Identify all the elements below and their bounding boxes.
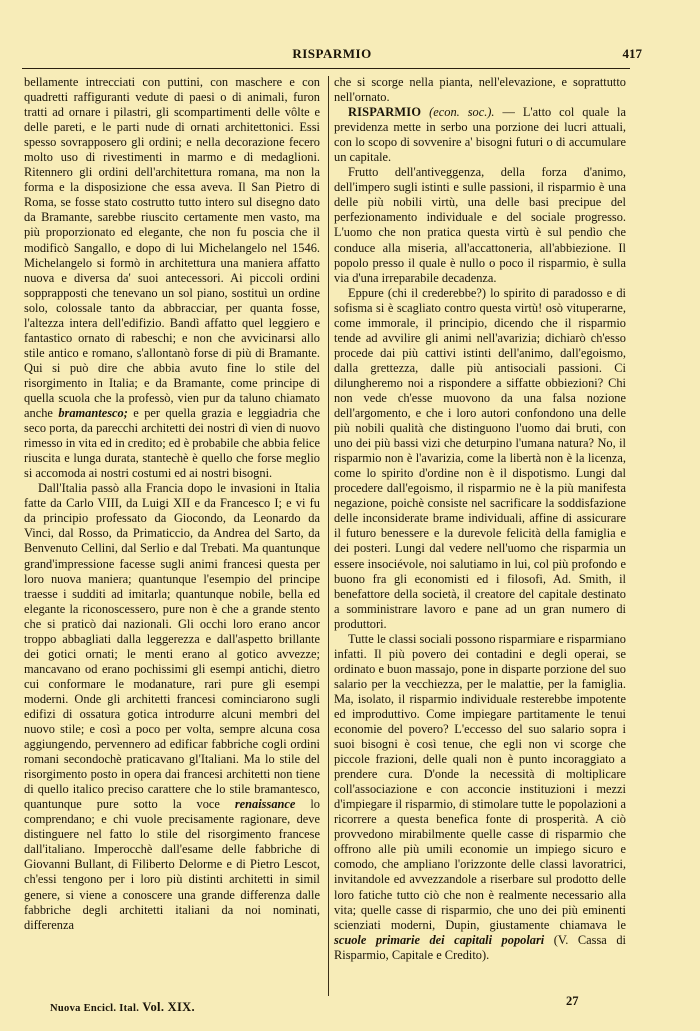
footer-volume: Vol. XIX.	[142, 1000, 195, 1014]
emphasis-renaissance: renaissance	[234, 797, 296, 812]
header-rule	[22, 68, 630, 69]
running-title: RISPARMIO	[292, 46, 372, 61]
entry-headword: RISPARMIO	[348, 105, 422, 120]
left-paragraph-1: bellamente intrecciati con puttini, con maschere e con quadretti raffiguranti vedute di paesi o di animali, furon tratti ad ornare i pilastri, gli scompartimenti delle vôlte e delle pareti, e le parti nude di ornati architettonici. Essi spesso sovrapposero gli ordini; e nella decorazione fecero molto uso di rivestimenti in marmo e di medaglioni. Ritennero gli ordini dell'architettura romana, ma non la forma e la disposizione che essa aveva. Il San Pietro di Roma, se fosse stato costrutto tutto intero sul disegno dato da Bramante, sarebbe riuscito certamente men vasto, ma più proporzionato ed elegante, che non fu poscia che il modificò Sangallo, e dopo di lui Michelangelo nel 1546. Michelangelo si formò in architettura una maniera affatto nuova e diversa da' suoi antecessori. Ai piccoli ordini sopprapposti che tenevano un sol piano, sostituì un ordine solo, colossale tanto da abbracciar, per quanta fosse, l'altezza intera dell'edifizio. Bandì affatto quel leggiero e fantastico ornato di rabeschi; e non che avvicinarsi allo stile antico e romano, s'allontanò forse di più di Bramante. Qui si può dire che abbia avuto fine lo stile del risorgimento in Italia; e da Bramante, come principe di quella scuola che la professò, vien pur da taluno chiamato anche bramantesco; e per quella grazia e leggiadria che seco porta, da parecchi architetti dei nostri dì vien di nuovo rimesso in vita ed in credito; ed è probabile che abbia felice riuscita e lunga durata, stantechè è quello che forse meglio si accomoda ai nostri costumi ed ai nostri bisogni.	[24, 75, 320, 481]
left-column	[24, 75, 320, 1015]
running-header	[22, 46, 642, 66]
right-paragraph-3: Eppure (chi il crederebbe?) lo spirito di paradosso e di sofisma si è scagliato contro questa virtù! osò vituperarne, come immorale, il principio, dicendo che il risparmio tende ad avvilire gli animi nell'avarizia; dichiarò ch'esso procede dai più cattivi istinti dell'animo, dall'egoismo, dalla grettezza, dalle più antisociali passioni. Ci dilungheremo noi a rispondere a siffatte obbiezioni? Chi non vede ch'esse muovono da una falsa nozione dell'argomento, e che i loro autori confondono una delle più nobili qualità che distinguono l'uomo dai bruti, con uno dei più bassi vizi che deturpino l'umana natura? No, il risparmio non è l'avarizia, come la libertà non è la licenza, come lo spirito d'ordine non è il dispotismo. Lungi dal procedere dall'egoismo, il risparmio ne è la più manifesta negazione, poichè consiste nel sacrificare la soddisfazione delle inconsiderate brame individuali, affine di assicurare il futuro benessere e la durevole felicità della famiglia e dei posteri. Lungi dal vedere nell'uomo che risparmia un essere insociévole, noi salutiamo in lui, col più profondo e buono fra gli economisti ed i filosofi, Ad. Smith, il benefattore della società, il creatore del capitale destinato a somministrare lavoro e pane ad un gran numero di produttori.	[334, 285, 626, 631]
entry-definition: RISPARMIO (econ. soc.). — L'atto col quale la previdenza mette in serbo una porzione dei lucri attuali, con lo scopo di sovvenire a' bisogni futuri o di accumulare un capitale.	[334, 105, 626, 165]
right-column	[334, 75, 626, 1015]
right-paragraph-0: che si scorge nella pianta, nell'elevazione, e soprattutto nell'ornato.	[334, 75, 626, 105]
footer-work-title: Nuova Encicl. Ital.	[50, 1003, 140, 1014]
footer-imprint	[50, 1000, 195, 1015]
entry-abbreviation: (econ. soc.).	[429, 105, 495, 120]
left-paragraph-2: Dall'Italia passò alla Francia dopo le invasioni in Italia fatte da Carlo VIII, da Luigi XII e da Francesco I; e vi fu da principio professato da Giocondo, da Leonardo da Vinci, dal Rosso, da Primaticcio, da Andrea del Sarto, da Benvenuto Cellini, dal Serlio e dal Trebati. Ma quantunque grand'impressione facesse sugli animi francesi questa per loro nuova maniera; quantunque l'esempio del principe traesse i sudditi ad imitarla; quantunque nobile, bella ed elegante la riconoscessero, pure non è che a grande stento che si praticò dai nazionali. Gli occhi loro erano ancor troppo abbagliati dalla leggerezza e dall'aspetto brillante dei gotici ornati; le menti erano al gotico avvezze; mancavano od erano pochissimi gli esempi antichi, dietro cui conformare le modanature, rari pure gli esempi moderni. Onde gli architetti francesi cominciarono sugli edifizi di ossatura gotica introdurre alcuni membri del nuovo stile; e così a poco per volta, sempre alcuna cosa aggiungendo, pervennero ad edificar fabbriche cogli ordini romani secondochè praticavano gl'Italiani. Ma lo stile del risorgimento posto in opera dai francesi architetti non tiene di quello italico preciso carattere che lo stile bramantesco, quantunque pure sotto la voce renaissance lo comprendano; e chi vuole precisamente ragionare, deve distinguere nel fatto lo stile del risorgimento francese dall'italiano. Imperocchè dall'esame delle fabbriche di Giovanni Bullant, di Filiberto Delorme e di Pietro Lescot, ch'essi tengono per i loro più distinti architetti in simil genere, si viene a conoscere una grande differenza dalle fabbriche degli architetti italiani da noi nominati, differenza	[24, 481, 320, 932]
signature-mark: 27	[566, 994, 579, 1008]
right-paragraph-4: Tutte le classi sociali possono risparmiare e risparmiano infatti. Il più povero dei contadini e degli operai, se ordinato e buon massajo, pone in disparte porzione del suo salario per la vecchiezza, per le malattie, per la famiglia. Ma, isolato, il risparmio individuale resterebbe impotente ed improduttivo. Come impiegare partitamente le tenui economie del povero? L'eccesso del suo salario sopra i suoi bisogni è così tenue, che egli non vi scorge che piccole frazioni, delle quali non è punto incoraggiato a prendere cura. D'onde la necessità di moltiplicare coll'associazione e con acconcie instituzioni i mezzi d'impiegare il risparmio, di stimolare tutte le popolazioni a ricorrere a questa benefica fonte di prosperità. A ciò provvedono mirabilmente quelle casse di risparmio che offrono alle più umili economie un impiego sicuro e comodo, che ampliano l'orizzonte delle classi lavoratrici, invitandole ed avvezzandole a riserbare sul prodotto delle loro fatiche tutto ciò che non è realmente necessario alla vita; quelle casse di risparmio, che uno dei più eminenti scienziati moderni, Dupin, giustamente chiamava le scuole primarie dei capitali popolari (V. Cassa di Risparmio, Capitale e Credito).	[334, 631, 626, 962]
page-number: 417	[622, 46, 642, 61]
emphasis-bramantesco: bramantesco;	[58, 406, 128, 421]
column-divider	[328, 76, 329, 996]
right-paragraph-2: Frutto dell'antiveggenza, della forza d'animo, dell'impero sugli istinti e sulle passioni, il risparmio è una delle più nobili virtù, una delle basi precipue del perfezionamento individuale e del sociale progresso. L'uomo che non pratica questa virtù è sul pendìo che conduce alla miseria, all'accattoneria, all'abbiezione. Il popolo presso il quale è nullo o poco il risparmio, è sulla via d'una irreparabile decadenza.	[334, 165, 626, 285]
emphasis-scuole-primarie: scuole primarie dei capitali popolari	[334, 932, 545, 947]
